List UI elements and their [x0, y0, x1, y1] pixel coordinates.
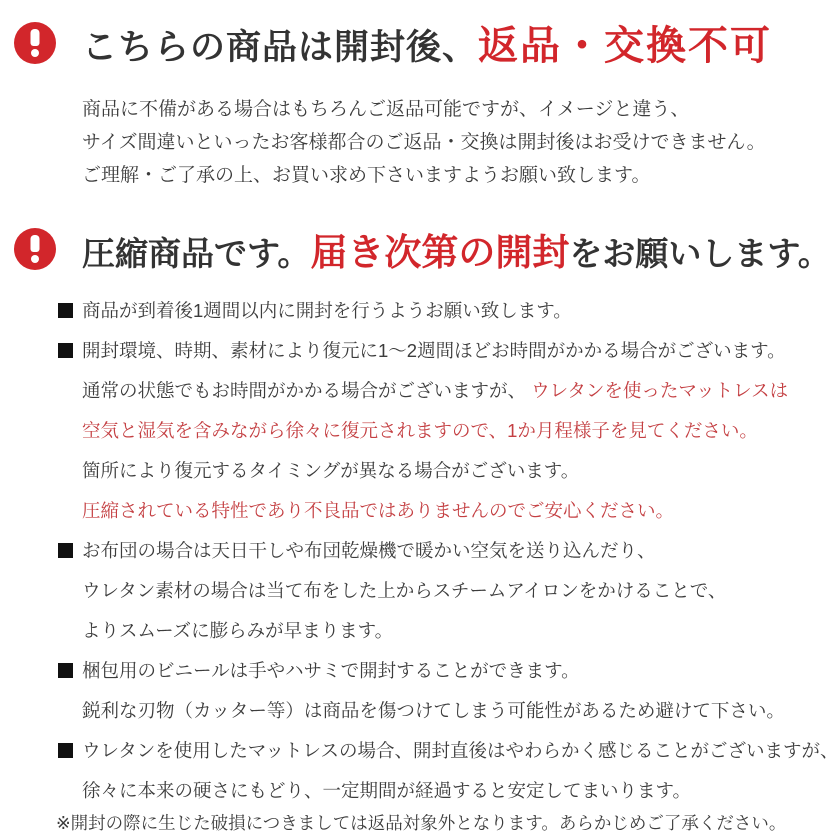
bullet-square-icon [58, 543, 73, 558]
list-item-text [82, 777, 691, 803]
heading-text: こちらの商品は開封後、 [82, 28, 479, 67]
heading-text: 圧縮商品です。 [82, 235, 311, 272]
body-text: 徐々に本来の硬さにもどり、一定期間が経過すると安定してまいります。 [82, 780, 692, 801]
bullet-square-icon [58, 303, 73, 318]
bullet-square-icon [58, 343, 73, 358]
list-item [14, 490, 840, 530]
paragraph-line: 商品に不備がある場合はもちろんご返品可能ですが、イメージと違う、 [82, 99, 690, 120]
body-text: 通常の状態でもお時間がかかる場合がございますが、 [82, 380, 532, 401]
exclamation-dot [31, 49, 39, 57]
heading-emphasis-text: 届き次第の開封 [310, 232, 570, 273]
section-return-policy [14, 14, 840, 192]
list-item [14, 450, 840, 490]
bullet-cell [58, 783, 82, 798]
list-item-text [82, 377, 788, 403]
body-text: お布団の場合は天日干しや布団乾燥機で暖かい空気を送り込んだり、 [82, 540, 656, 561]
list-item [14, 290, 840, 330]
list-item [14, 330, 840, 370]
exclamation-dot [31, 255, 39, 263]
body-text: ウレタン素材の場合は当て布をした上からスチームアイロンをかけることで、 [82, 580, 727, 601]
list-item-text [82, 737, 838, 763]
notes-list [14, 290, 840, 810]
list-item-text [82, 457, 579, 483]
list-item-text [82, 617, 393, 643]
heading-emphasis-text: 返品・交換不可 [478, 24, 773, 68]
section2-heading-row [14, 222, 840, 276]
bullet-cell [58, 383, 82, 398]
red-emphasis-text: ウレタンを使ったマットレスは [531, 380, 789, 401]
body-text: 箇所により復元するタイミングが異なる場合がございます。 [82, 460, 580, 481]
body-text: 開封環境、時期、素材により復元に1～2週間ほどお時間がかかる場合がございます。 [82, 340, 786, 361]
heading-text: をお願いします。 [569, 235, 831, 272]
list-item [14, 570, 840, 610]
list-item [14, 770, 840, 810]
body-text: ウレタンを使用したマットレスの場合、開封直後はやわらかく感じることがございますが、 [82, 740, 839, 761]
list-item-text [82, 417, 758, 443]
footnote: ※開封の際に生じた破損につきましては返品対象外となります。あらかじめご了承ください。 [56, 813, 787, 833]
body-text: 商品が到着後1週間以内に開封を行うようお願い致します。 [82, 300, 572, 321]
red-emphasis-text: 圧縮されている特性であり不良品ではありませんのでご安心ください。 [82, 500, 675, 521]
paragraph-line: サイズ間違いといったお客様都合のご返品・交換は開封後はお受けできません。 [82, 132, 766, 153]
body-text: よりスムーズに膨らみが早まります。 [82, 620, 394, 641]
bullet-cell [58, 543, 82, 558]
list-item [14, 730, 840, 770]
bullet-square-icon [58, 743, 73, 758]
section2-heading [82, 222, 831, 276]
bullet-cell [58, 463, 82, 478]
bullet-cell [58, 743, 82, 758]
exclamation-bar [31, 235, 40, 252]
list-item-text [82, 297, 572, 323]
list-item [14, 410, 840, 450]
list-item [14, 370, 840, 410]
list-item [14, 690, 840, 730]
body-text: 梱包用のビニールは手やハサミで開封することができます。 [82, 660, 580, 681]
red-emphasis-text: 空気と湿気を含みながら徐々に復元されますので、1か月程様子を見てください。 [82, 420, 758, 441]
paragraph-line: ご理解・ご了承の上、お買い求め下さいますようお願い致します。 [82, 165, 651, 186]
exclamation-circle-icon [14, 228, 56, 270]
section-compressed-product [14, 222, 840, 810]
bullet-cell [58, 703, 82, 718]
list-item [14, 610, 840, 650]
bullet-cell [58, 343, 82, 358]
list-item-text [82, 577, 726, 603]
bullet-cell [58, 423, 82, 438]
bullet-square-icon [58, 663, 73, 678]
body-text: 鋭利な刃物（カッター等）は商品を傷つけてしまう可能性があるため避けて下さい。 [82, 700, 785, 721]
bullet-cell [58, 663, 82, 678]
list-item [14, 530, 840, 570]
exclamation-bar [31, 29, 40, 46]
section1-heading [82, 14, 772, 71]
list-item-text [82, 657, 580, 683]
list-item-text [82, 497, 674, 523]
bullet-cell [58, 583, 82, 598]
section1-paragraph [82, 93, 840, 192]
list-item-text [82, 337, 786, 363]
section1-heading-row [14, 14, 840, 71]
bullet-cell [58, 503, 82, 518]
list-item-text [82, 537, 656, 563]
exclamation-circle-icon [14, 22, 56, 64]
list-item [14, 650, 840, 690]
bullet-cell [58, 623, 82, 638]
bullet-cell [58, 303, 82, 318]
list-item-text [82, 697, 785, 723]
